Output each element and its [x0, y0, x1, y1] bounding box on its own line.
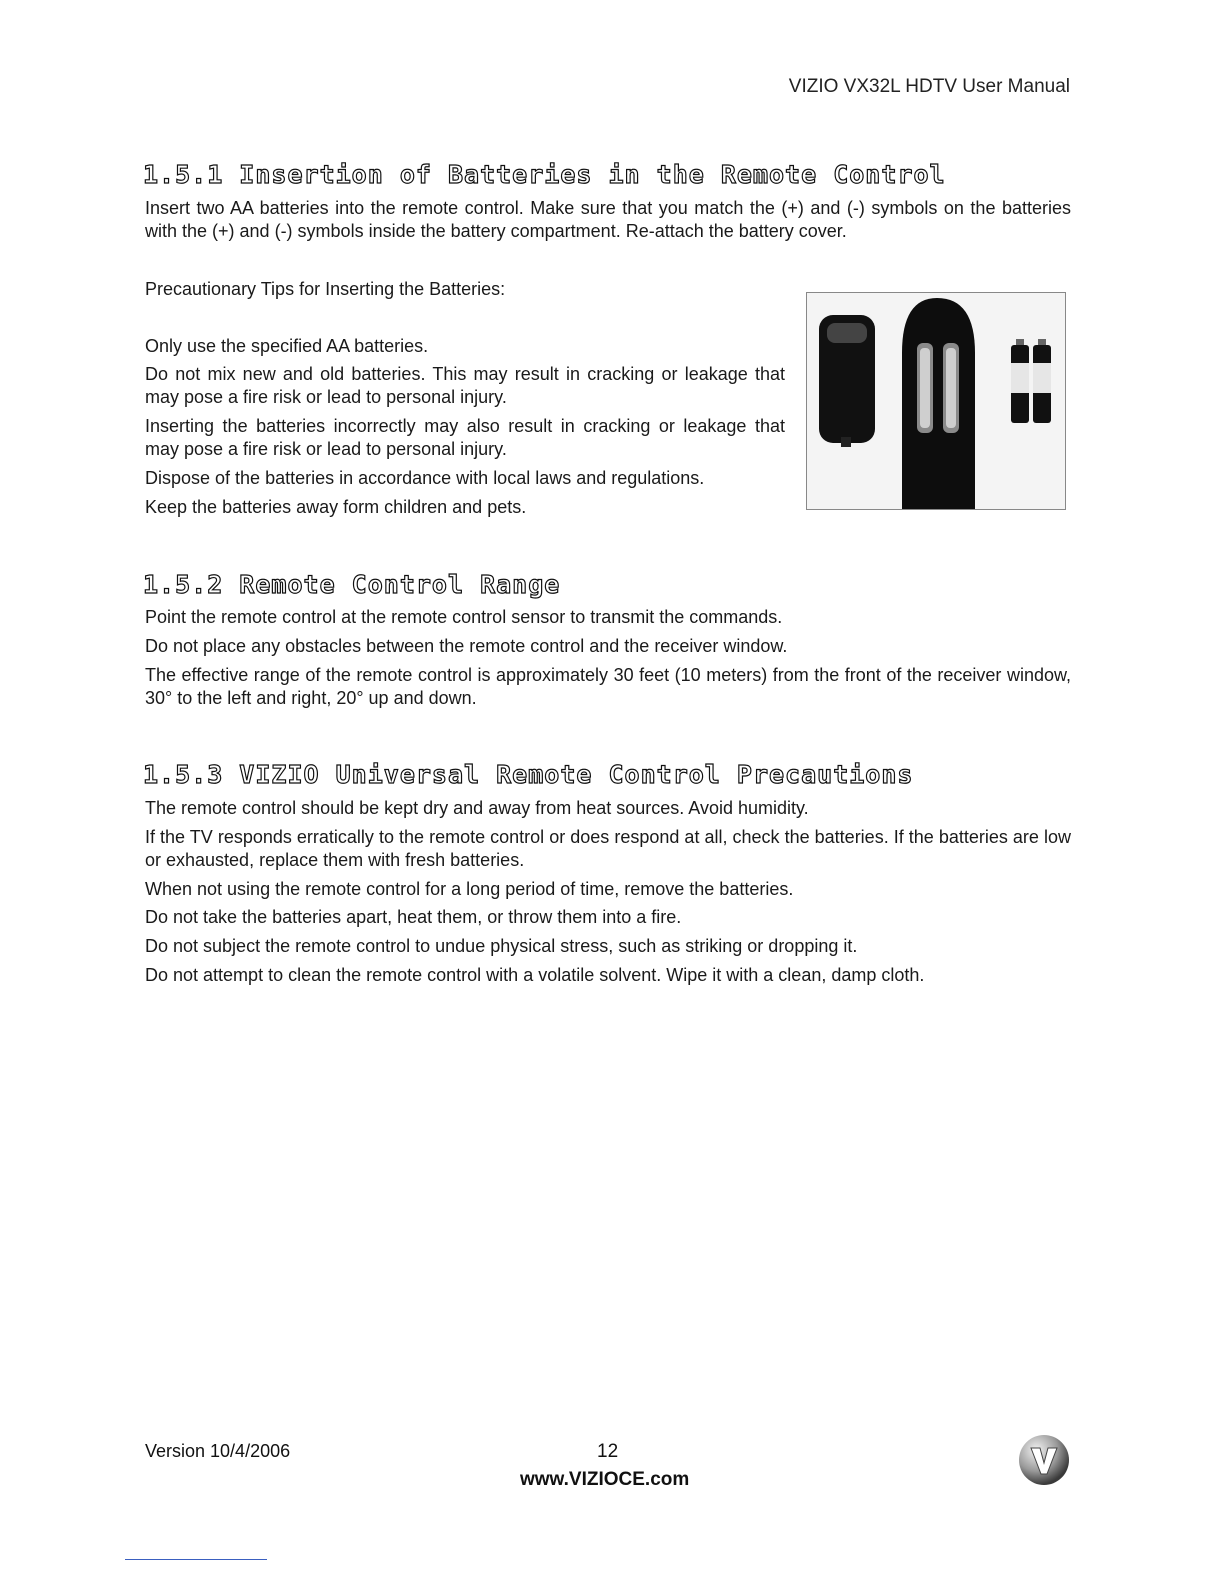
precaution-paragraph: Do not attempt to clean the remote control with a volatile solvent. Wipe it with a clean, damp cloth. — [145, 965, 925, 985]
tip-item: Inserting the batteries incorrectly may also result in cracking or leakage that may pose a fire risk or lead to personal injury. — [145, 416, 785, 459]
footer-website: www.VIZIOCE.com — [520, 1469, 690, 1490]
range-paragraph: Point the remote control at the remote control sensor to transmit the commands. — [145, 607, 783, 627]
remote-battery-illustration — [807, 293, 1065, 509]
precaution-paragraph: The remote control should be kept dry and away from heat sources. Avoid humidity. — [145, 798, 809, 818]
precaution-paragraph: Do not take the batteries apart, heat them, or throw them into a fire. — [145, 907, 682, 927]
battery-insertion-photo — [806, 292, 1066, 510]
range-paragraph: Do not place any obstacles between the remote control and the receiver window. — [145, 636, 788, 656]
tip-item: Dispose of the batteries in accordance with local laws and regulations. — [145, 468, 705, 488]
section-heading-batteries: 1.5.1 Insertion of Batteries in the Remote Control — [143, 160, 946, 189]
tip-item: Only use the specified AA batteries. — [145, 336, 429, 356]
tips-title: Precautionary Tips for Inserting the Batteries: — [145, 279, 506, 299]
tip-item: Keep the batteries away form children and pets. — [145, 497, 527, 517]
precaution-paragraph: If the TV responds erratically to the remote control or does respond at all, check the batteries. If the batteries are low or exhausted, replace them with fresh batteries. — [145, 827, 1071, 870]
section-heading-precautions: 1.5.3 VIZIO Universal Remote Control Precautions — [143, 760, 914, 789]
footer-version: Version 10/4/2006 — [145, 1441, 291, 1461]
tip-item: Do not mix new and old batteries. This may result in cracking or leakage that may pose a fire risk or lead to personal injury. — [145, 364, 785, 407]
batteries-intro-paragraph: Insert two AA batteries into the remote control. Make sure that you match the (+) and (-) symbols on the batteries with the (+) and (-) symbols inside the battery compartment. Re-attach the battery cover. — [145, 198, 1071, 241]
vizio-v-logo-icon — [1017, 1433, 1071, 1487]
precaution-paragraph: Do not subject the remote control to undue physical stress, such as striking or dropping it. — [145, 936, 858, 956]
section-heading-range: 1.5.2 Remote Control Range — [143, 570, 561, 599]
page-number: 12 — [597, 1441, 619, 1462]
range-paragraph: The effective range of the remote control is approximately 30 feet (10 meters) from the front of the receiver window, 30° to the left and right, 20° up and down. — [145, 665, 1071, 708]
footer-divider — [125, 1559, 267, 1560]
precaution-paragraph: When not using the remote control for a long period of time, remove the batteries. — [145, 879, 794, 899]
page-header-title: VIZIO VX32L HDTV User Manual — [788, 76, 1070, 97]
